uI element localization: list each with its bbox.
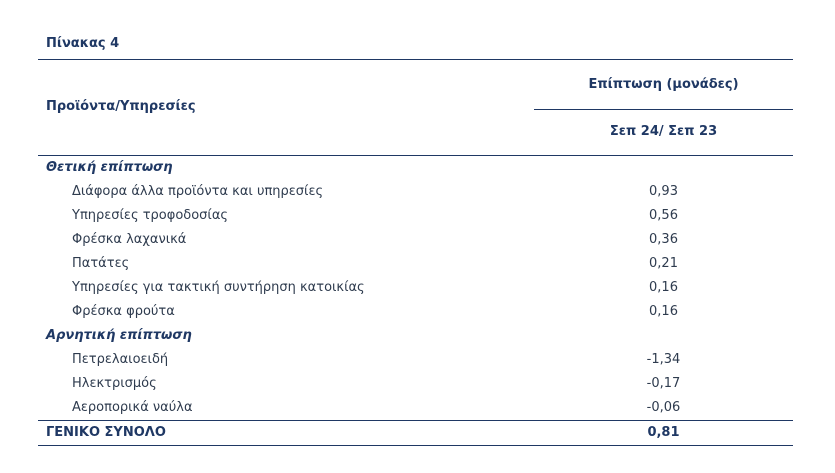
table-row xyxy=(38,228,793,252)
header-impact: Επίπτωση (μονάδες) xyxy=(588,77,739,92)
table-row xyxy=(38,300,793,324)
row-value: 0,56 xyxy=(649,208,678,223)
row-value: -0,06 xyxy=(646,400,681,415)
section-positive xyxy=(38,156,793,180)
table-title: Πίνακας 4 xyxy=(46,36,120,51)
row-label: Φρέσκα φρούτα xyxy=(72,304,175,319)
row-label: Πατάτες xyxy=(72,256,130,271)
row-value: 0,16 xyxy=(649,280,678,295)
section-negative xyxy=(38,324,793,348)
row-label: Αεροπορικά ναύλα xyxy=(72,400,193,415)
header-sub-rule xyxy=(534,109,793,110)
section-negative-label: Αρνητική επίπτωση xyxy=(46,328,192,343)
row-label: Διάφορα άλλα προϊόντα και υπηρεσίες xyxy=(72,184,324,199)
table-row xyxy=(38,204,793,228)
total-label: ΓΕΝΙΚΟ ΣΥΝΟΛΟ xyxy=(46,425,166,440)
table-row xyxy=(38,372,793,396)
row-label: Ηλεκτρισμός xyxy=(72,376,157,391)
table-row xyxy=(38,276,793,300)
top-rule xyxy=(38,59,793,60)
row-label: Υπηρεσίες για τακτική συντήρηση κατοικίας xyxy=(72,280,365,295)
section-positive-label: Θετική επίπτωση xyxy=(46,160,173,175)
table-row xyxy=(38,348,793,372)
row-value: 0,36 xyxy=(649,232,678,247)
header-products: Προϊόντα/Υπηρεσίες xyxy=(46,99,196,114)
row-label: Φρέσκα λαχανικά xyxy=(72,232,187,247)
row-label: Πετρελαιοειδή xyxy=(72,352,169,367)
total-row xyxy=(38,421,793,445)
total-value: 0,81 xyxy=(647,425,680,440)
header-period: Σεπ 24/ Σεπ 23 xyxy=(609,124,718,139)
row-label: Υπηρεσίες τροφοδοσίας xyxy=(72,208,229,223)
total-bottom-rule xyxy=(38,445,793,446)
row-value: -1,34 xyxy=(646,352,681,367)
row-value: 0,93 xyxy=(649,184,678,199)
row-value: 0,16 xyxy=(649,304,678,319)
table-row xyxy=(38,252,793,276)
row-value: 0,21 xyxy=(649,256,678,271)
table-row xyxy=(38,180,793,204)
table-row xyxy=(38,396,793,420)
row-value: -0,17 xyxy=(646,376,681,391)
